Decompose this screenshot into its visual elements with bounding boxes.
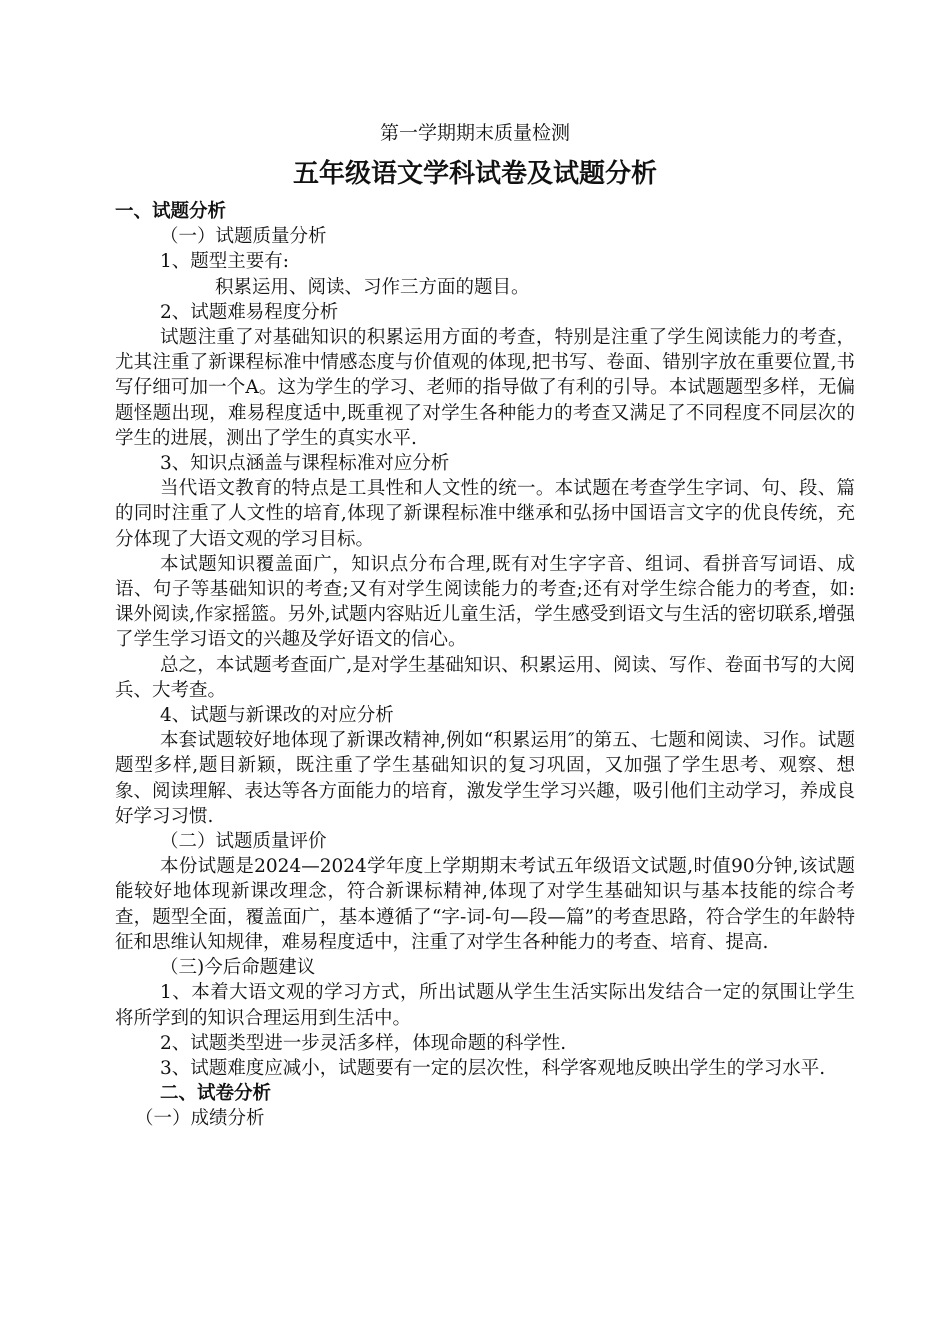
suggestion-item-2: 2、试题类型进一步灵活多样，体现命题的科学性. [160, 1032, 567, 1054]
item-paragraph-3b: 本试题知识覆盖面广，知识点分布合理,既有对生字字音、组词、看拼音写词语、成语、句子等基础知识的考查;又有对学生阅读能力的考查;还有对学生综合能力的考查，如:课外阅读,作家摇篮。另外,试题内容贴近儿童生活，学生感受到语文与生活的密切联系,增强了学生学习语文的兴趣及学好语文的信心。 [115, 553, 855, 651]
section-heading-2: 二、试卷分析 [160, 1083, 272, 1105]
item-heading-2: 2、试题难易程度分析 [160, 301, 339, 323]
item-paragraph-3a: 当代语文教育的特点是工具性和人文性的统一。本试题在考查学生字词、句、段、篇的同时注重了人文性的培育,体现了新课程标准中继承和弘扬中国语言文字的优良传统，充分体现了大语文观的学习目标。 [115, 478, 855, 550]
document-body [115, 199, 855, 1132]
subsection-heading-2-1: （一）成绩分析 [135, 1108, 265, 1130]
item-text-1: 积累运用、阅读、习作三方面的题目。 [215, 276, 530, 298]
suggestion-item-1: 1、本着大语文观的学习方式，所出试题从学生生活实际出发结合一定的氛围让学生将所学到的知识合理运用到生活中。 [115, 982, 855, 1029]
item-heading-1: 1、题型主要有: [160, 251, 290, 273]
document-title: 五年级语文学科试卷及试题分析 [292, 159, 657, 189]
subsection-heading-1-3: （三)今后命题建议 [160, 957, 316, 979]
item-paragraph-2: 试题注重了对基础知识的积累运用方面的考查，特别是注重了学生阅读能力的考查，尤其注重了新课程标准中情感态度与价值观的体现,把书写、卷面、错别字放在重要位置,书写仔细可加一个A。这为学生的学习、老师的指导做了有利的引导。本试题题型多样，无偏题怪题出现，难易程度适中,既重视了对学生各种能力的考查又满足了不同程度不同层次的学生的进展，测出了学生的真实水平. [115, 327, 855, 449]
item-paragraph-4: 本套试题较好地体现了新课改精神,例如“积累运用″的第五、七题和阅读、习作。试题题型多样,题目新颖，既注重了学生基础知识的复习巩固，又加强了学生思考、观察、想象、阅读理解、表达等各方面能力的培育，激发学生学习兴趣，吸引他们主动学习，养成良好学习习惯. [115, 730, 856, 827]
item-heading-4: 4、试题与新课改的对应分析 [160, 705, 394, 727]
item-paragraph-3c: 总之，本试题考查面广,是对学生基础知识、积累运用、阅读、写作、卷面书写的大阅兵、大考查。 [115, 654, 855, 701]
subsection-heading-1-1: （一）试题质量分析 [160, 226, 327, 248]
suggestion-item-3: 3、试题难度应减小，试题要有一定的层次性，科学客观地反映出学生的学习水平. [160, 1057, 826, 1079]
subsection-paragraph-1-2: 本份试题是2024—2024学年度上学期期末考试五年级语文试题,时值90分钟,该试题能较好地体现新课改理念，符合新课标精神,体现了对学生基础知识与基本技能的综合考查，题型全面，覆盖面广，基本遵循了“字-词-句—段—篇”的考查思路，符合学生的年龄特征和思维认知规律，难易程度适中，注重了对学生各种能力的考查、培育、提高. [115, 856, 855, 953]
section-heading-1: 一、试题分析 [115, 201, 227, 222]
subsection-heading-1-2: （二）试题质量评价 [160, 831, 327, 853]
document-subtitle: 第一学期期末质量检测 [379, 122, 570, 144]
item-heading-3: 3、知识点涵盖与课程标准对应分析 [160, 453, 450, 475]
